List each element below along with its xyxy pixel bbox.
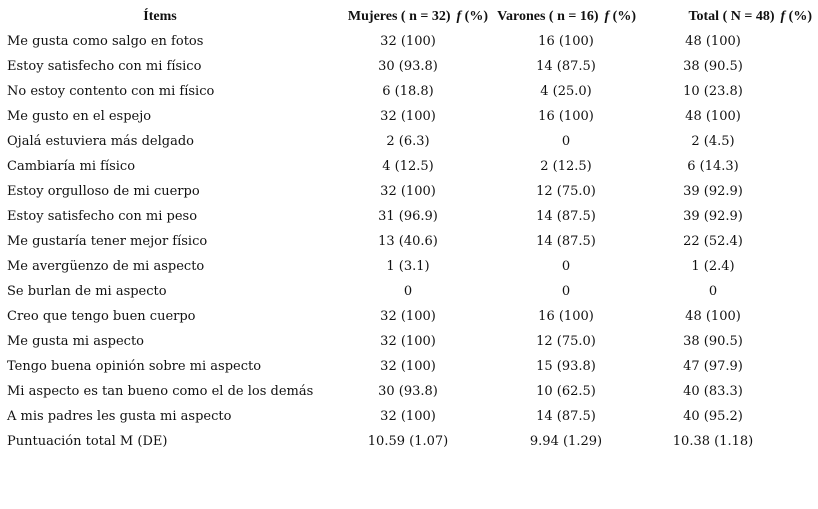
table-row bbox=[0, 279, 818, 304]
mujeres-cell: 31 (96.9) bbox=[378, 209, 438, 224]
total-cell: 39 (92.9) bbox=[683, 209, 743, 224]
varones-cell: 0 bbox=[561, 284, 571, 299]
header-varones-pct: (%) bbox=[612, 9, 636, 24]
mujeres-cell: 32 (100) bbox=[380, 359, 436, 374]
table-row bbox=[0, 29, 818, 54]
varones-cell: 16 (100) bbox=[538, 34, 594, 49]
header-mujeres-f: f bbox=[456, 9, 462, 24]
header-varones bbox=[490, 5, 638, 29]
varones-cell: 10 (62.5) bbox=[536, 384, 596, 399]
total-cell: 47 (97.9) bbox=[683, 359, 743, 374]
varones-cell: 9.94 (1.29) bbox=[529, 434, 603, 449]
header-total-pct: (%) bbox=[788, 9, 812, 24]
total-cell: 22 (52.4) bbox=[683, 234, 743, 249]
varones-cell: 15 (93.8) bbox=[536, 359, 596, 374]
header-mujeres-label: Mujeres ( n = 32) bbox=[347, 9, 451, 24]
total-cell: 38 (90.5) bbox=[683, 59, 743, 74]
total-cell: 10 (23.8) bbox=[683, 84, 743, 99]
varones-cell: 14 (87.5) bbox=[536, 409, 596, 424]
header-varones-f: f bbox=[604, 9, 610, 24]
mujeres-cell: 30 (93.8) bbox=[378, 59, 438, 74]
item-cell: Tengo buena opinión sobre mi aspecto bbox=[7, 359, 262, 374]
item-cell: Mi aspecto es tan bueno como el de los demás bbox=[7, 384, 314, 399]
item-cell: Me gusto en el espejo bbox=[7, 109, 152, 124]
item-cell: Me gusta mi aspecto bbox=[7, 334, 144, 349]
item-cell: Creo que tengo buen cuerpo bbox=[7, 309, 196, 324]
mujeres-cell: 1 (3.1) bbox=[386, 259, 430, 274]
table-row bbox=[0, 379, 818, 404]
mujeres-cell: 30 (93.8) bbox=[378, 384, 438, 399]
varones-cell: 14 (87.5) bbox=[536, 234, 596, 249]
varones-cell: 16 (100) bbox=[538, 109, 594, 124]
varones-cell: 12 (75.0) bbox=[536, 334, 596, 349]
table-row bbox=[0, 304, 818, 329]
mujeres-cell: 32 (100) bbox=[380, 409, 436, 424]
item-cell: Estoy satisfecho con mi peso bbox=[7, 209, 198, 224]
total-cell: 10.38 (1.18) bbox=[672, 434, 754, 449]
mujeres-cell: 32 (100) bbox=[380, 34, 436, 49]
mujeres-cell: 32 (100) bbox=[380, 334, 436, 349]
mujeres-cell: 32 (100) bbox=[380, 184, 436, 199]
varones-cell: 0 bbox=[561, 259, 571, 274]
total-cell: 40 (95.2) bbox=[683, 409, 743, 424]
total-cell: 48 (100) bbox=[685, 34, 741, 49]
table-row bbox=[0, 229, 818, 254]
varones-cell: 12 (75.0) bbox=[536, 184, 596, 199]
item-cell: Me gusta como salgo en fotos bbox=[7, 34, 204, 49]
item-cell: Puntuación total M (DE) bbox=[7, 434, 168, 449]
varones-cell: 0 bbox=[561, 134, 571, 149]
table-row bbox=[0, 79, 818, 104]
table-row bbox=[0, 404, 818, 429]
item-cell: A mis padres les gusta mi aspecto bbox=[7, 409, 232, 424]
mujeres-cell: 2 (6.3) bbox=[386, 134, 430, 149]
item-cell: Estoy satisfecho con mi físico bbox=[7, 59, 202, 74]
header-items bbox=[0, 5, 320, 29]
total-cell: 40 (83.3) bbox=[683, 384, 743, 399]
table-row bbox=[0, 104, 818, 129]
total-cell: 48 (100) bbox=[685, 109, 741, 124]
item-cell: Me gustaría tener mejor físico bbox=[7, 234, 208, 249]
header-mujeres bbox=[320, 5, 490, 29]
table-body bbox=[0, 29, 818, 454]
total-cell: 0 bbox=[708, 284, 718, 299]
table-row bbox=[0, 429, 818, 454]
results-table bbox=[0, 5, 818, 454]
item-cell: Cambiaría mi físico bbox=[7, 159, 136, 174]
varones-cell: 14 (87.5) bbox=[536, 209, 596, 224]
mujeres-cell: 0 bbox=[403, 284, 413, 299]
table-row bbox=[0, 129, 818, 154]
mujeres-cell: 32 (100) bbox=[380, 109, 436, 124]
table-row bbox=[0, 204, 818, 229]
item-cell: Ojalá estuviera más delgado bbox=[7, 134, 195, 149]
total-cell: 48 (100) bbox=[685, 309, 741, 324]
mujeres-cell: 32 (100) bbox=[380, 309, 436, 324]
total-cell: 38 (90.5) bbox=[683, 334, 743, 349]
total-cell: 1 (2.4) bbox=[691, 259, 735, 274]
table-row bbox=[0, 329, 818, 354]
item-cell: Estoy orgulloso de mi cuerpo bbox=[7, 184, 200, 199]
varones-cell: 2 (12.5) bbox=[540, 159, 592, 174]
header-items-label: Ítems bbox=[143, 9, 177, 24]
varones-cell: 16 (100) bbox=[538, 309, 594, 324]
table-row bbox=[0, 154, 818, 179]
mujeres-cell: 10.59 (1.07) bbox=[367, 434, 449, 449]
header-total-label: Total ( N = 48) bbox=[688, 9, 775, 24]
mujeres-cell: 4 (12.5) bbox=[382, 159, 434, 174]
item-cell: No estoy contento con mi físico bbox=[7, 84, 215, 99]
header-row bbox=[0, 5, 818, 29]
header-total bbox=[638, 5, 818, 29]
mujeres-cell: 6 (18.8) bbox=[382, 84, 434, 99]
table-row bbox=[0, 179, 818, 204]
total-cell: 39 (92.9) bbox=[683, 184, 743, 199]
table-row bbox=[0, 54, 818, 79]
table-row bbox=[0, 354, 818, 379]
header-varones-label: Varones ( n = 16) bbox=[497, 9, 599, 24]
mujeres-cell: 13 (40.6) bbox=[378, 234, 438, 249]
total-cell: 2 (4.5) bbox=[691, 134, 735, 149]
header-total-f: f bbox=[780, 9, 786, 24]
header-mujeres-pct: (%) bbox=[464, 9, 488, 24]
item-cell: Me avergüenzo de mi aspecto bbox=[7, 259, 205, 274]
table-row bbox=[0, 254, 818, 279]
item-cell: Se burlan de mi aspecto bbox=[7, 284, 167, 299]
varones-cell: 4 (25.0) bbox=[540, 84, 592, 99]
varones-cell: 14 (87.5) bbox=[536, 59, 596, 74]
total-cell: 6 (14.3) bbox=[687, 159, 739, 174]
